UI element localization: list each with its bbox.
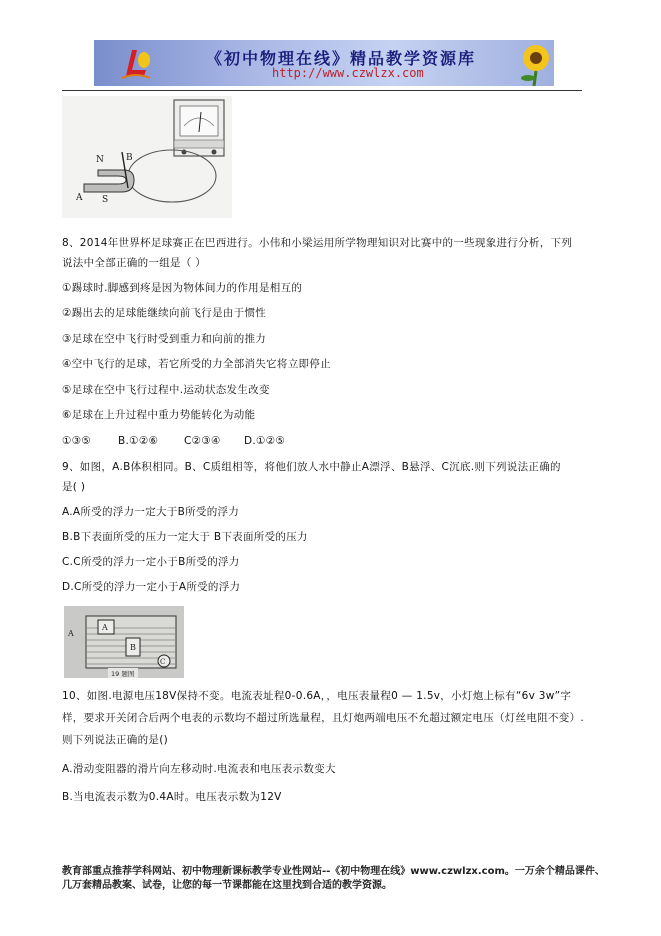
q8-statement-5: ⑤足球在空中飞行过程中.运动状态发生改变 xyxy=(62,384,270,396)
label-a-outside: A xyxy=(68,629,74,638)
q9-option-b: B.B下表面所受的压力一定大于 B下表面所受的压力 xyxy=(62,531,308,543)
footer-line2: 几万套精品教案、试卷，让您的每一节课都能在这里找到合适的教学资源。 xyxy=(62,880,392,891)
magnet-label-n: N xyxy=(96,155,104,165)
q8-statement-6: ⑥足球在上升过程中重力势能转化为动能 xyxy=(62,409,256,421)
q8-option-c: C②③④ xyxy=(184,435,221,447)
q9-option-a: A.A所受的浮力一定大于B所受的浮力 xyxy=(62,506,240,518)
q8-stem-line2: 说法中全部正确的一组是（ ） xyxy=(62,257,207,269)
block-b-label: B xyxy=(130,643,136,652)
q8-statement-4: ④空中飞行的足球，若它所受的力全部消失它将立即停止 xyxy=(62,358,331,370)
q9-stem-line1: 9、如图，A.B体积相同。B、C质组相等，将他们放人水中静止A漂浮、B悬浮、C沉底.则下列说法正确的 xyxy=(62,461,561,473)
sunflower-icon xyxy=(514,40,554,86)
figure-magnet-galvanometer xyxy=(62,96,232,218)
q8-statement-1: ①踢球时.脚感到疼是因为物体间力的作用是相互的 xyxy=(62,282,303,294)
q10-option-b: B.当电流表示数为0.4A时。电压表示数为12V xyxy=(62,791,282,803)
q9-option-c: C.C所受的浮力一定小于B所受的浮力 xyxy=(62,556,240,568)
q10-stem-line2: 样，要求开关闭合后两个电表的示数均不超过所选量程，且灯炮两端电压不允超过额定电压（灯丝电阻不变）. xyxy=(62,712,585,724)
header-divider xyxy=(62,90,582,91)
ball-c-label: C xyxy=(160,658,166,666)
q8-stem-line1: 8、2014年世界杯足球赛正在巴西进行。小伟和小梁运用所学物理知识对比赛中的一些现象进行分析，下列 xyxy=(62,237,573,249)
q8-options xyxy=(62,434,285,448)
q8-option-d: D.①②⑤ xyxy=(244,435,286,447)
q8-statement-3: ③足球在空中飞行时受到重力和向前的推力 xyxy=(62,333,267,345)
site-logo-icon xyxy=(120,46,152,80)
q10-option-a: A.滑动变阻器的滑片向左移动时.电流表和电压表示数变大 xyxy=(62,763,336,775)
q10-stem-line3: 则下列说法正确的是() xyxy=(62,734,168,746)
rod-label-a: A xyxy=(76,193,83,203)
figure-buoyancy-tank xyxy=(64,606,184,678)
banner-title: 《初中物理在线》精品教学资源库 xyxy=(206,49,477,68)
q9-option-d: D.C所受的浮力一定小于A所受的浮力 xyxy=(62,581,241,593)
q10-stem-line1: 10、如图.电源电压18V保持不变。电流表址程0-0.6A，，电压表量程0 — 1.5v，小灯炮上标有“6v 3w”字 xyxy=(62,690,572,702)
q8-statement-2: ②踢出去的足球能继续向前飞行是由于惯性 xyxy=(62,307,267,319)
magnet-label-s: S xyxy=(102,195,109,205)
q8-option-a: ①③⑤ xyxy=(62,435,92,447)
q8-option-b: B.①②⑥ xyxy=(118,435,159,447)
block-a-label: A xyxy=(102,623,108,632)
figure2-caption: 19 题图 xyxy=(111,670,135,678)
header-banner xyxy=(94,40,554,86)
banner-url[interactable]: http://www.czwlzx.com xyxy=(272,66,424,80)
rod-label-b: B xyxy=(126,153,133,163)
page-footer xyxy=(62,865,605,893)
footer-line1: 教育部重点推荐学科网站、初中物理新课标教学专业性网站--《初中物理在线》www.czwlzx.com。一万余个精品课件、 xyxy=(62,866,605,877)
q9-stem-line2: 是( ) xyxy=(62,481,86,493)
